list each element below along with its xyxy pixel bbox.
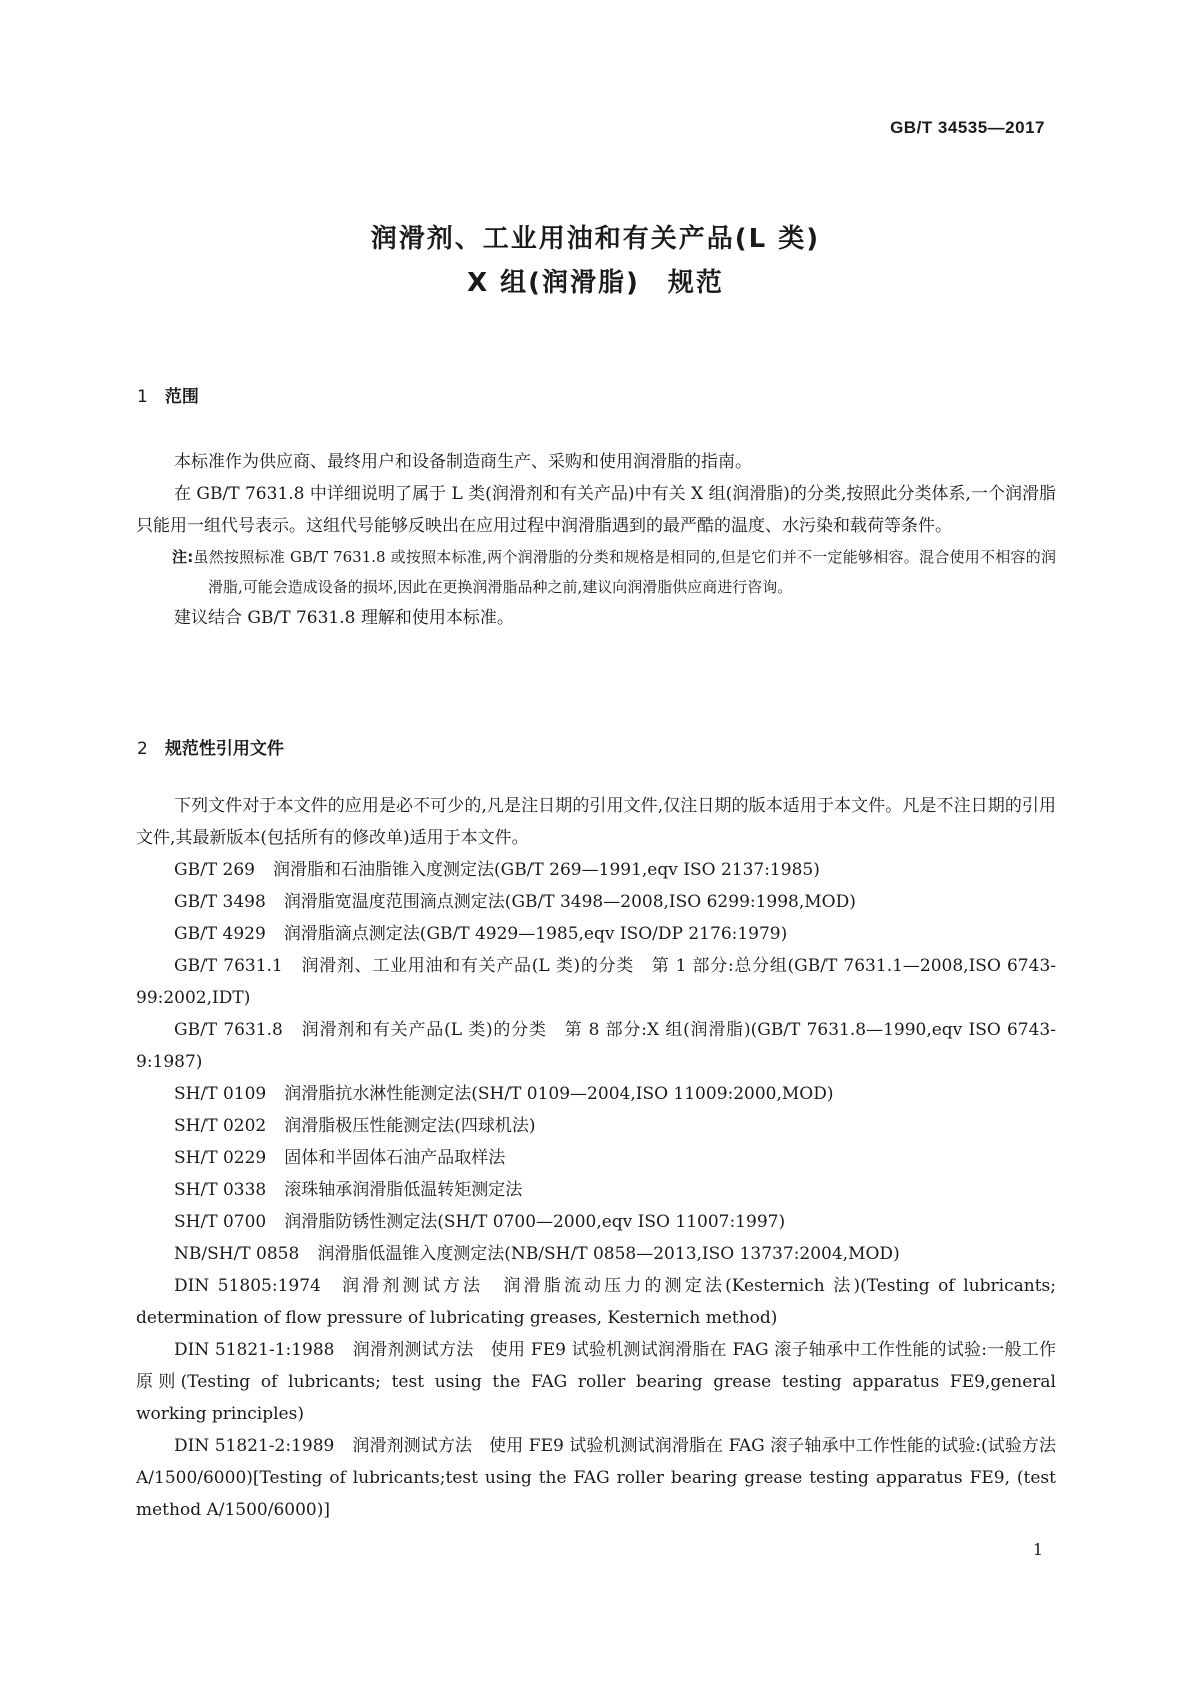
reference-code: DIN 51821-2:1989 [174, 1436, 335, 1456]
reference-code: GB/T 4929 [174, 924, 266, 944]
reference-code: SH/T 0229 [174, 1148, 267, 1168]
reference-code: GB/T 7631.8 [174, 1020, 283, 1040]
section-1-title: 范围 [164, 387, 199, 407]
reference-text: 固体和半固体石油产品取样法 [284, 1148, 506, 1168]
section-2-number: 2 [137, 739, 148, 759]
section-2-body [136, 790, 1056, 1526]
section-2-title: 规范性引用文件 [164, 739, 284, 759]
reference-text: 润滑脂低温锥入度测定法(NB/SH/T 0858—2013,ISO 13737:2004,MOD) [317, 1244, 900, 1264]
paragraph: 建议结合 GB/T 7631.8 理解和使用本标准。 [174, 608, 514, 628]
reference-item [136, 1142, 1056, 1174]
reference-code: GB/T 7631.1 [174, 956, 283, 976]
reference-code: SH/T 0109 [174, 1084, 267, 1104]
reference-text: 滚珠轴承润滑脂低温转矩测定法 [284, 1180, 523, 1200]
reference-item [136, 1206, 1056, 1238]
section-1-heading [137, 382, 199, 407]
reference-item [136, 918, 1056, 950]
reference-item [136, 1270, 1056, 1334]
reference-item [136, 1430, 1056, 1526]
reference-code: DIN 51821-1:1988 [174, 1340, 335, 1360]
reference-item [136, 854, 1056, 886]
reference-text: 润滑剂测试方法 使用 FE9 试验机测试润滑脂在 FAG 滚子轴承中工作性能的试验:(试验方法 A/1500/6000)[Testing of lubricants;test using the FAG roller bearing grease testing apparatus FE9, (test method A/1500/6000)] [136, 1436, 1056, 1520]
reference-item [136, 1174, 1056, 1206]
reference-item [136, 1334, 1056, 1430]
reference-text: 润滑剂测试方法 使用 FE9 试验机测试润滑脂在 FAG 滚子轴承中工作性能的试验:一般工作原则(Testing of lubricants; test using the FAG roller bearing grease testing apparatus FE9,general working principles) [136, 1340, 1056, 1424]
reference-text: 润滑剂测试方法 润滑脂流动压力的测定法(Kesternich 法)(Testing of lubricants; determination of flow pressure of lubricating greases, Kesternich method) [136, 1276, 1056, 1328]
reference-code: NB/SH/T 0858 [174, 1244, 300, 1264]
reference-item [136, 1078, 1056, 1110]
page-number: 1 [1032, 1540, 1043, 1559]
reference-text: 润滑剂和有关产品(L 类)的分类 第 8 部分:X 组(润滑脂)(GB/T 7631.8—1990,eqv ISO 6743-9:1987) [136, 1020, 1056, 1072]
section-1-number: 1 [137, 387, 148, 407]
reference-code: GB/T 269 [174, 860, 255, 880]
document-title-line-1: 润滑剂、工业用油和有关产品(L 类) [370, 224, 821, 254]
section-1-body [136, 446, 1056, 634]
note [136, 542, 1056, 602]
note-text: 虽然按照标准 GB/T 7631.8 或按照本标准,两个润滑脂的分类和规格是相同的,但是它们并不一定能够相容。混合使用不相容的润滑脂,可能会造成设备的损坏,因此在更换润滑脂品种之前,建议向润滑脂供应商进行咨询。 [193, 548, 1056, 596]
reference-text: 润滑脂宽温度范围滴点测定法(GB/T 3498—2008,ISO 6299:1998,MOD) [283, 892, 856, 912]
reference-text: 润滑脂抗水淋性能测定法(SH/T 0109—2004,ISO 11009:2000,MOD) [284, 1084, 834, 1104]
reference-code: GB/T 3498 [174, 892, 266, 912]
section-2-heading [137, 734, 284, 759]
reference-text: 润滑脂防锈性测定法(SH/T 0700—2000,eqv ISO 11007:1997) [284, 1212, 786, 1232]
reference-code: SH/T 0202 [174, 1116, 267, 1136]
document-title-line-2: X 组(润滑脂) 规范 [467, 268, 724, 298]
paragraph: 本标准作为供应商、最终用户和设备制造商生产、采购和使用润滑脂的指南。 [174, 452, 752, 472]
reference-code: SH/T 0338 [174, 1180, 267, 1200]
reference-item [136, 1110, 1056, 1142]
reference-text: 润滑脂滴点测定法(GB/T 4929—1985,eqv ISO/DP 2176:1979) [283, 924, 788, 944]
reference-text: 润滑脂和石油脂锥入度测定法(GB/T 269—1991,eqv ISO 2137:1985) [273, 860, 820, 880]
reference-code: SH/T 0700 [174, 1212, 267, 1232]
standard-code: GB/T 34535—2017 [890, 118, 1045, 137]
reference-text: 润滑脂极压性能测定法(四球机法) [284, 1116, 536, 1136]
reference-item [136, 950, 1056, 1014]
reference-text: 润滑剂、工业用油和有关产品(L 类)的分类 第 1 部分:总分组(GB/T 7631.1—2008,ISO 6743-99:2002,IDT) [136, 956, 1057, 1008]
reference-code: DIN 51805:1974 [174, 1276, 321, 1296]
reference-item [136, 886, 1056, 918]
reference-item [136, 1238, 1056, 1270]
note-label: 注: [172, 548, 194, 566]
paragraph: 下列文件对于本文件的应用是必不可少的,凡是注日期的引用文件,仅注日期的版本适用于本文件。凡是不注日期的引用文件,其最新版本(包括所有的修改单)适用于本文件。 [136, 796, 1056, 848]
reference-item [136, 1014, 1056, 1078]
paragraph: 在 GB/T 7631.8 中详细说明了属于 L 类(润滑剂和有关产品)中有关 X 组(润滑脂)的分类,按照此分类体系,一个润滑脂只能用一组代号表示。这组代号能够反映出在应用过程中润滑脂遇到的最严酷的温度、水污染和载荷等条件。 [136, 484, 1056, 536]
